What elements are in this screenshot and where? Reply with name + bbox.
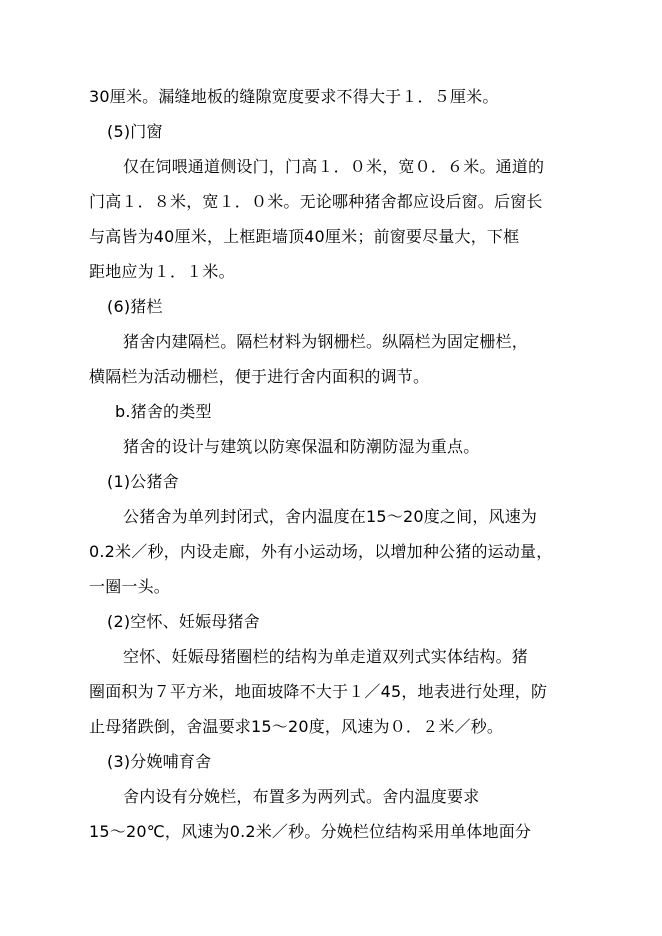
paragraph-line: 30厘米。漏缝地板的缝隙宽度要求不得大于１．５厘米。: [89, 87, 499, 106]
paragraph-line: 15～20℃，风速为0.2米／秒。分娩栏位结构采用单体地面分: [89, 822, 532, 841]
paragraph-line: 圈面积为７平方米，地面坡降不大于１／45，地表进行处理，防: [89, 682, 548, 701]
paragraph-line: 一圈一头。: [89, 577, 171, 596]
paragraph-line: 横隔栏为活动栅栏，便于进行舍内面积的调节。: [89, 367, 430, 386]
paragraph-line: 猪舍的设计与建筑以防寒保温和防潮防湿为重点。: [123, 437, 480, 456]
section-heading-doors-windows: (5)门窗: [107, 122, 163, 141]
paragraph-line: 空怀、妊娠母猪圈栏的结构为单走道双列式实体结构。猪: [123, 647, 529, 666]
paragraph-line: 止母猪跌倒，舍温要求15～20度，风速为０．２米／秒。: [89, 717, 504, 736]
paragraph-line: 猪舍内建隔栏。隔栏材料为钢栅栏。纵隔栏为固定栅栏，: [123, 332, 529, 351]
section-heading-house-types: b.猪舍的类型: [115, 402, 212, 421]
section-heading-sow-house: (2)空怀、妊娠母猪舍: [107, 612, 260, 631]
paragraph-line: 门高１．８米，宽１．０米。无论哪种猪舍都应设后窗。后窗长: [89, 192, 543, 211]
section-heading-boar-house: (1)公猪舍: [107, 472, 179, 491]
paragraph-line: 仅在饲喂通道侧设门，门高１．０米，宽０．６米。通道的: [123, 157, 545, 176]
paragraph-line: 0.2米／秒，内设走廊，外有小运动场，以增加种公猪的运动量，: [89, 542, 553, 561]
paragraph-line: 与高皆为40厘米，上框距墙顶40厘米；前窗要尽量大，下框: [89, 227, 520, 246]
section-heading-pig-pens: (6)猪栏: [107, 297, 163, 316]
paragraph-line: 距地应为１．１米。: [89, 262, 235, 281]
paragraph-line: 公猪舍为单列封闭式，舍内温度在15～20度之间，风速为: [123, 507, 538, 526]
section-heading-farrowing-house: (3)分娩哺育舍: [107, 752, 212, 771]
paragraph-line: 舍内设有分娩栏，布置多为两列式。舍内温度要求: [123, 787, 480, 806]
